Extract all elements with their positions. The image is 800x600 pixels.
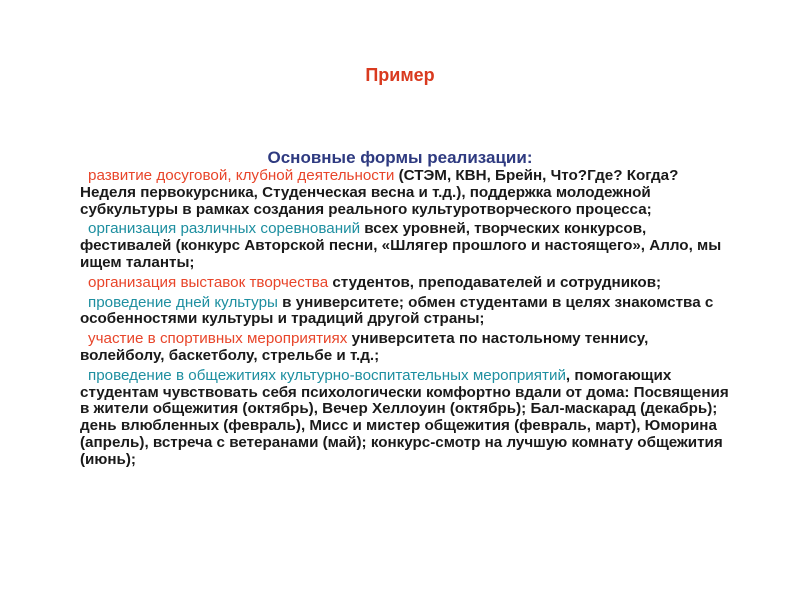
item-text: в университете; обмен студентами в целях знакомства с особенностями культуры и традиций другой страны; <box>80 293 714 328</box>
item-highlight: организация выставок творчества <box>88 273 329 291</box>
item-highlight: участие в спортивных мероприятиях <box>88 330 348 348</box>
item-text: студентов, преподавателей и сотрудников; <box>328 273 662 291</box>
list-item <box>80 368 730 469</box>
list-item <box>80 221 730 271</box>
forms-list <box>80 168 730 472</box>
list-item <box>80 331 730 365</box>
item-text: (СТЭМ, КВН, Брейн, Что?Где? Когда? Неделя первокурсника, Студенческая весна и т.д.), поддержка молодежной субкультуры в рамках создания реального культуротворческого процесса; <box>80 167 679 218</box>
list-item <box>80 295 730 329</box>
item-highlight: проведение дней культуры <box>88 293 278 311</box>
item-text: всех уровней, творческих конкурсов, фестивалей (конкурс Авторской песни, «Шлягер прошлого и настоящего», Алло, мы ищем таланты; <box>80 220 722 271</box>
slide-subtitle: Основные формы реализации: <box>267 148 533 167</box>
item-highlight: развитие досуговой, клубной деятельности <box>88 167 395 184</box>
item-text: , помогающих студентам чувствовать себя психологически комфортно вдали от дома: Посвящения в жители общежития (октябрь), Вечер Хеллоуин (октябрь); Бал-маскарад (декабрь); день влюбленных (февраль), Мисс и мистер общежития (февраль, март), Юморина (апрель), встреча с ветеранами (май); конкурс-смотр на лучшую комнату общежития (июнь); <box>80 366 729 468</box>
item-highlight: проведение в общежитиях культурно-воспитательных мероприятий <box>88 366 566 384</box>
slide-title: Пример <box>365 65 435 85</box>
list-item <box>80 275 730 292</box>
list-item <box>80 168 730 218</box>
item-highlight: организация различных соревнований <box>88 220 361 238</box>
item-text: университета по настольному теннису, волейболу, баскетболу, стрельбе и т.д.; <box>80 330 649 364</box>
